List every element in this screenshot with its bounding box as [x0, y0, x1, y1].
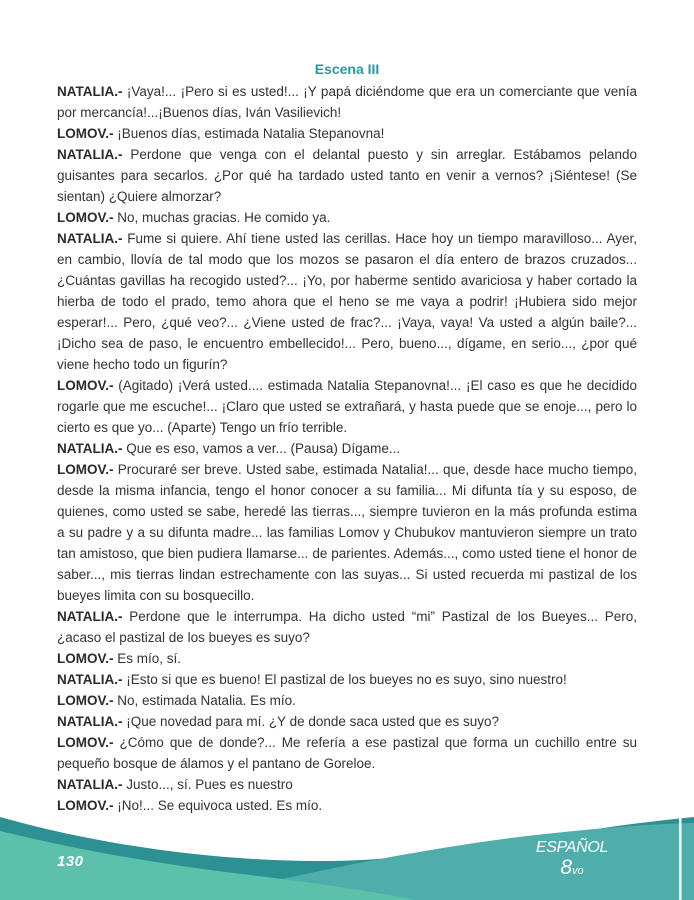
dialogue-text: Fume si quiere. Ahí tiene usted las cerillas. Hace hoy un tiempo maravilloso... Ayer, en cambio, llovía de tal modo que los mozos se pasaron el día entero de brazos cruzados... ¿Cuántas gavillas ha recogido usted?... ¡Yo, por haberme sentido avariciosa y haber cortado la hierba de todo el prado, temo ahora que el heno se me vaya a podrir! ¡Hubiera sido mejor esperar!... Pero, ¿qué veo?... ¿Viene usted de frac?... ¡Vaya, vaya! Va usted a algún baile?... ¡Dicho sea de paso, le encuentro embellecido!... Pero, bueno..., dígame, en serio..., ¿por qué viene hecho todo un figurín?	[57, 231, 637, 372]
dialogue-text: ¡Buenos días, estimada Natalia Stepanovna!	[117, 126, 385, 141]
speaker-name: NATALIA.-	[57, 672, 127, 687]
speaker-name: NATALIA.-	[57, 714, 127, 729]
scene-title: Escena III	[314, 61, 380, 77]
dialogue-text: ¡Esto si que es bueno! El pastizal de los bueyes no es suyo, sino nuestro!	[126, 672, 567, 687]
dialogue-line	[57, 459, 637, 606]
speaker-name: LOMOV.-	[57, 126, 118, 141]
dialogue-text: Perdone que venga con el delantal puesto y sin arreglar. Estábamos pelando guisantes para secarlos. ¿Por qué ha tardado usted tanto en venir a vernos? ¡Siéntese! (Se sientan) ¿Quiere almorzar?	[57, 147, 637, 204]
speaker-name: NATALIA.-	[57, 441, 127, 456]
brand-logo-grade	[535, 857, 609, 878]
speaker-name: LOMOV.-	[57, 651, 118, 666]
dialogue-text: Que es eso, vamos a ver... (Pausa) Dígame...	[126, 441, 401, 456]
dialogue-line	[57, 144, 637, 207]
dialogue-text: Procuraré ser breve. Usted sabe, estimada Natalia!... que, desde hace mucho tiempo, desde la misma infancia, tengo el honor conocer a su familia... Mi difunta tía y su esposo, de quienes, como usted se sabe, heredé las tierras..., siempre tuvieron en la más profunda estima a su padre y a su difunta madre... las familias Lomov y Chubukov mantuvieron siempre un trato tan amistoso, que bien pudiera llamarse... de parientes. Además..., como usted tiene el honor de saber..., mis tierras lindan estrechamente con las suyas... Si usted recuerda mi pastizal de los bueyes limita con su bosquecillo.	[57, 462, 637, 603]
dialogue-text: ¡No!... Se equivoca usted. Es mío.	[117, 798, 323, 813]
dialogue-text: No, muchas gracias. He comido ya.	[117, 210, 331, 225]
footer-divider-line	[679, 818, 682, 900]
dialogue-line	[57, 648, 637, 669]
dialogue-line	[57, 669, 637, 690]
dialogue-line	[57, 81, 637, 123]
brand-grade-suffix: vo	[572, 865, 584, 877]
dialogue-line	[57, 207, 637, 228]
brand-grade-numeral: 8	[560, 856, 573, 879]
speaker-name: LOMOV.-	[57, 378, 119, 393]
dialogue-text: Es mío, sí.	[117, 651, 182, 666]
brand-logo	[535, 840, 609, 878]
dialogue-line	[57, 375, 637, 438]
dialogue-text: ¡Vaya!... ¡Pero si es usted!... ¡Y papá diciéndome que era un comerciante que venía por mercancía!...¡Buenos días, Iván Vasilievich!	[57, 84, 638, 120]
dialogue-text: No, estimada Natalia. Es mío.	[117, 693, 296, 708]
speaker-name: LOMOV.-	[57, 798, 118, 813]
dialogue-line	[57, 690, 637, 711]
dialogue-text: ¿Cómo que de donde?... Me refería a ese pastizal que forma un cuchillo entre su pequeño bosque de álamos y el pantano de Goreloe.	[57, 735, 637, 771]
speaker-name: NATALIA.-	[57, 777, 127, 792]
speaker-name: LOMOV.-	[57, 462, 118, 477]
dialogue-line	[57, 732, 637, 774]
dialogue-line	[57, 606, 637, 648]
dialogue-text: Perdone que le interrumpa. Ha dicho usted “mi” Pastizal de los Bueyes... Pero, ¿acaso el pastizal de los bueyes es suyo?	[57, 609, 637, 645]
page-number: 130	[57, 853, 84, 870]
dialogue-text: Justo..., sí. Pues es nuestro	[126, 777, 293, 792]
dialogue-section	[57, 81, 637, 816]
brand-logo-title: ESPAÑOL	[535, 839, 609, 856]
dialogue-line	[57, 711, 637, 732]
speaker-name: NATALIA.-	[57, 609, 130, 624]
speaker-name: NATALIA.-	[57, 231, 128, 246]
speaker-name: NATALIA.-	[57, 84, 127, 99]
dialogue-text: ¡Que novedad para mí. ¿Y de donde saca usted que es suyo?	[126, 714, 499, 729]
speaker-name: LOMOV.-	[57, 210, 118, 225]
dialogue-line	[57, 774, 637, 795]
speaker-name: NATALIA.-	[57, 147, 131, 162]
dialogue-line	[57, 228, 637, 375]
speaker-name: LOMOV.-	[57, 693, 118, 708]
dialogue-line	[57, 123, 637, 144]
dialogue-line	[57, 438, 637, 459]
footer	[0, 810, 694, 900]
speaker-name: LOMOV.-	[57, 735, 120, 750]
dialogue-text: (Agitado) ¡Verá usted.... estimada Natalia Stepanovna!... ¡El caso es que he decidido rogarle que me escuche!... ¡Claro que usted se extrañará, y hasta puede que se enoje..., pero lo cierto es que yo... (Aparte) Tengo un frío terrible.	[57, 378, 637, 435]
